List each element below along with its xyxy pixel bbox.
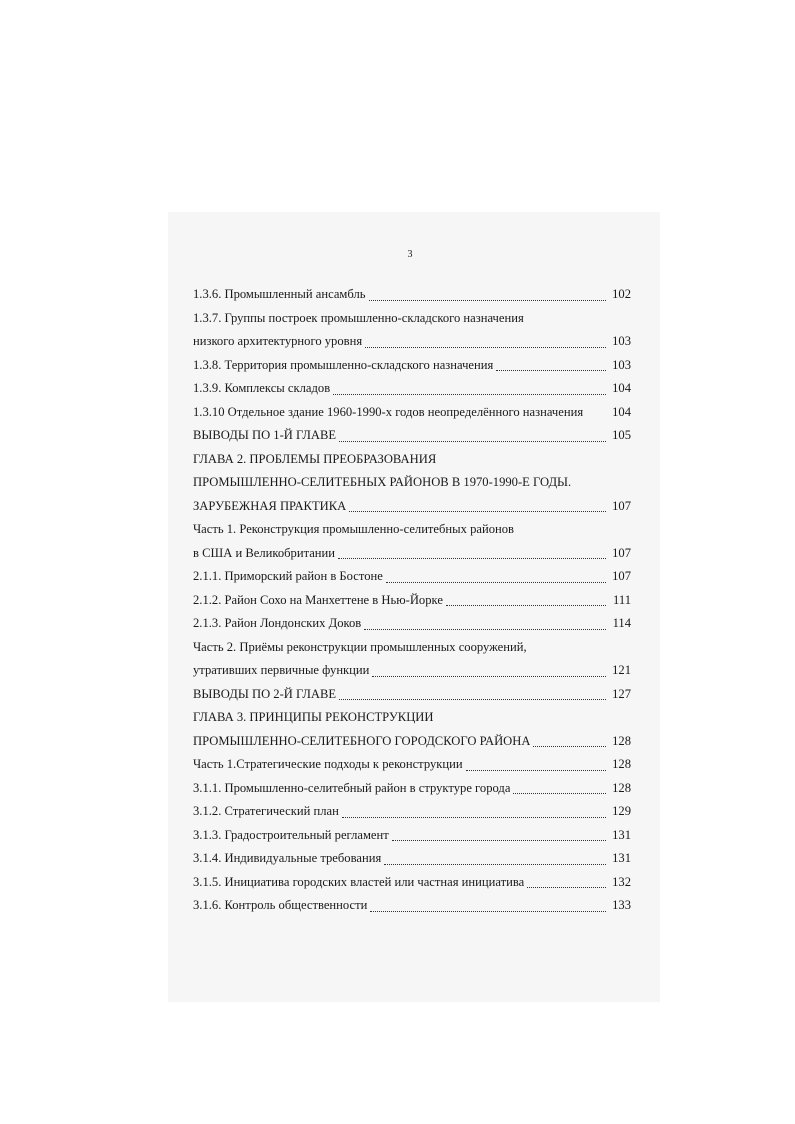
toc-entry-title: ПРОМЫШЛЕННО-СЕЛИТЕБНЫХ РАЙОНОВ В 1970-1990-Е ГОДЫ. xyxy=(193,475,572,489)
toc-entry-title: ВЫВОДЫ ПО 1-Й ГЛАВЕ xyxy=(193,428,337,442)
toc-entry xyxy=(193,565,631,589)
toc-entry-page-number: 128 xyxy=(612,757,631,771)
toc-entry xyxy=(193,424,631,448)
toc-entry xyxy=(193,448,631,472)
toc-entry-title: Часть 2. Приёмы реконструкции промышленных сооружений, xyxy=(193,639,527,654)
dot-leader xyxy=(384,863,606,865)
dot-leader xyxy=(446,604,606,606)
toc-entry-title: Часть 1. Реконструкция промышленно-селитебных районов xyxy=(193,522,514,536)
toc-entry xyxy=(193,730,631,754)
dot-leader xyxy=(342,816,606,818)
toc-entry-page-number: 105 xyxy=(612,428,631,442)
dot-leader xyxy=(496,369,606,371)
dot-leader xyxy=(369,299,606,301)
dot-leader xyxy=(339,698,606,700)
toc-entry-title: 1.3.7. Группы построек промышленно-складского назначения xyxy=(193,310,524,325)
toc-entry-title: 3.1.2. Стратегический план xyxy=(193,804,339,818)
toc-entry xyxy=(193,377,631,401)
toc-entry xyxy=(193,683,631,707)
toc-entry-page-number: 132 xyxy=(612,874,631,889)
toc-entry xyxy=(193,307,631,331)
toc-entry-title: 3.1.4. Индивидуальные требования xyxy=(193,851,382,865)
dot-leader xyxy=(533,745,606,747)
toc-entry-title: ГЛАВА 3. ПРИНЦИПЫ РЕКОНСТРУКЦИИ xyxy=(193,710,434,724)
toc-entry xyxy=(193,636,631,660)
toc-entry-page-number: 104 xyxy=(612,404,631,419)
dot-leader xyxy=(349,510,606,512)
dot-leader xyxy=(466,769,606,771)
toc-entry xyxy=(193,330,631,354)
toc-entry-page-number: 131 xyxy=(612,851,631,865)
toc-entry-page-number: 107 xyxy=(612,545,631,560)
toc-entry-title: ПРОМЫШЛЕННО-СЕЛИТЕБНОГО ГОРОДСКОГО РАЙОНА xyxy=(193,733,531,748)
toc-entry xyxy=(193,777,631,801)
dot-leader xyxy=(364,628,606,630)
dot-leader xyxy=(370,910,606,912)
toc-entry-page-number: 128 xyxy=(612,733,631,748)
toc-entry-page-number: 131 xyxy=(612,827,631,842)
dot-leader xyxy=(392,839,606,841)
toc-entry-page-number: 121 xyxy=(612,663,631,677)
toc-entry-title: Часть 1.Стратегические подходы к реконструкции xyxy=(193,757,463,771)
toc-entry xyxy=(193,659,631,683)
toc-entry-page-number: 128 xyxy=(612,780,631,795)
toc-entry xyxy=(193,518,631,542)
toc-entry xyxy=(193,800,631,824)
toc-entry-page-number: 111 xyxy=(613,592,631,607)
dot-leader xyxy=(333,393,606,395)
toc-entry xyxy=(193,894,631,918)
toc-entry xyxy=(193,612,631,636)
toc-entry-page-number: 103 xyxy=(612,334,631,348)
dot-leader xyxy=(365,346,606,348)
toc-entry-title: 2.1.2. Район Сохо на Манхеттене в Нью-Йорке xyxy=(193,592,443,607)
toc-entry-page-number: 104 xyxy=(612,381,631,395)
toc-entry-title: 1.3.9. Комплексы складов xyxy=(193,381,331,395)
dot-leader xyxy=(527,886,606,888)
dot-leader xyxy=(372,675,606,677)
page-number: 3 xyxy=(407,249,413,260)
toc-entry-page-number: 127 xyxy=(612,686,631,701)
toc-entry xyxy=(193,354,631,378)
toc-entry-page-number: 133 xyxy=(612,898,631,912)
toc-entry xyxy=(193,706,631,730)
toc-entry xyxy=(193,824,631,848)
toc-entry-title: ВЫВОДЫ ПО 2-Й ГЛАВЕ xyxy=(193,686,337,701)
toc-entry xyxy=(193,589,631,613)
toc-entry-title: 2.1.1. Приморский район в Бостоне xyxy=(193,569,383,583)
toc-entry-title: утративших первичные функции xyxy=(193,663,370,677)
toc-entry-title: 3.1.1. Промышленно-селитебный район в структуре города xyxy=(193,780,511,795)
toc-entry xyxy=(193,401,631,425)
toc-entry-title: ГЛАВА 2. ПРОБЛЕМЫ ПРЕОБРАЗОВАНИЯ xyxy=(193,451,437,466)
toc-entry-page-number: 102 xyxy=(612,287,631,301)
toc-entry-page-number: 107 xyxy=(612,569,631,583)
toc-entry-page-number: 103 xyxy=(612,357,631,372)
toc-entry xyxy=(193,871,631,895)
toc-entry-page-number: 107 xyxy=(612,498,631,513)
toc-entry-title: 3.1.5. Инициатива городских властей или частная инициатива xyxy=(193,874,525,889)
toc-entry xyxy=(193,542,631,566)
toc-entry-title: 3.1.3. Градостроительный регламент xyxy=(193,827,389,842)
dot-leader xyxy=(386,581,606,583)
toc-entry-title: 3.1.6. Контроль общественности xyxy=(193,898,368,912)
toc-entry-title: ЗАРУБЕЖНАЯ ПРАКТИКА xyxy=(193,498,347,513)
dot-leader xyxy=(338,557,606,559)
toc-entry xyxy=(193,471,631,495)
dot-leader xyxy=(339,440,606,442)
dot-leader xyxy=(513,792,606,794)
toc-entry xyxy=(193,283,631,307)
toc-entry-title: 1.3.6. Промышленный ансамбль xyxy=(193,287,366,301)
toc-entry xyxy=(193,495,631,519)
toc-entry-page-number: 114 xyxy=(612,616,631,630)
toc-entry-title: 1.3.8. Территория промышленно-складского назначения xyxy=(193,357,494,372)
toc-entry-title: в США и Великобритании xyxy=(193,545,336,560)
toc-entry-page-number: 129 xyxy=(612,804,631,818)
toc-entry-title: 1.3.10 Отдельное здание 1960-1990-х годов неопределённого назначения xyxy=(193,404,584,419)
table-of-contents xyxy=(193,283,631,918)
toc-entry-title: низкого архитектурного уровня xyxy=(193,334,363,348)
toc-entry xyxy=(193,847,631,871)
toc-entry xyxy=(193,753,631,777)
toc-entry-title: 2.1.3. Район Лондонских Доков xyxy=(193,616,362,630)
